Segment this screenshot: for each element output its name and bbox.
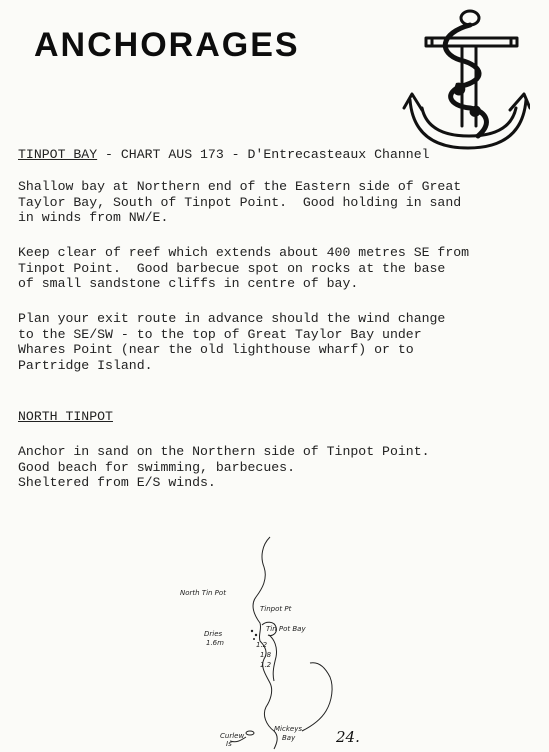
tinpot-bay-paragraph-2 (18, 245, 538, 292)
map-label-dries-depth: 1.6m (206, 639, 224, 647)
north-tinpot-heading (18, 409, 538, 425)
page-title: ANCHORAGES (34, 26, 300, 64)
anchor-icon (400, 8, 530, 158)
page-number: 24. (336, 728, 360, 746)
tinpot-bay-heading-label: TINPOT BAY (18, 147, 98, 162)
north-tinpot-paragraph (18, 444, 538, 491)
paragraph-text: Keep clear of reef which extends about 400 metres SE from Tinpot Point. Good barbecue spot on rocks at the base of small sandstone cliffs in centre of bay. (18, 245, 470, 292)
paragraph-text: Plan your exit route in advance should the wind change to the SE/SW - to the top of Great Taylor Bay under Whares Point (near the old lighthouse wharf) or to Partridge Island. (18, 311, 446, 373)
tinpot-bay-heading (18, 147, 430, 163)
paragraph-text: Anchor in sand on the Northern side of Tinpot Point. Good beach for swimming, barbecues. Sheltered from E/S winds. (18, 444, 430, 491)
paragraph-text: Shallow bay at Northern end of the Eastern side of Great Taylor Bay, South of Tinpot Point. Good holding in sand in winds from NW/E. (18, 179, 462, 226)
north-tinpot-heading-label: NORTH TINPOT (18, 409, 113, 424)
map-depth-c: 1.2 (260, 661, 272, 669)
map-label-curlew-is: Is (226, 740, 232, 748)
map-label-dries: Dries (204, 630, 223, 638)
map-label-mickeys: Mickeys (274, 725, 302, 733)
tinpot-bay-chart-reference: - CHART AUS 173 - D'Entrecasteaux Channel (97, 147, 430, 162)
map-label-north-tinpot: North Tin Pot (180, 589, 226, 597)
map-depth-b: 1.8 (260, 651, 272, 659)
map-label-mickeys-bay: Bay (282, 734, 296, 742)
map-label-tinpot-bay: Tin Pot Bay (266, 625, 306, 633)
map-label-tinpot-pt: Tinpot Pt (260, 605, 292, 613)
map-label-curlew: Curlew (220, 732, 245, 740)
tinpot-bay-paragraph-1 (18, 179, 538, 226)
sketch-map (170, 535, 370, 750)
map-depth-a: 1.2 (256, 641, 268, 649)
tinpot-bay-paragraph-3 (18, 311, 538, 373)
